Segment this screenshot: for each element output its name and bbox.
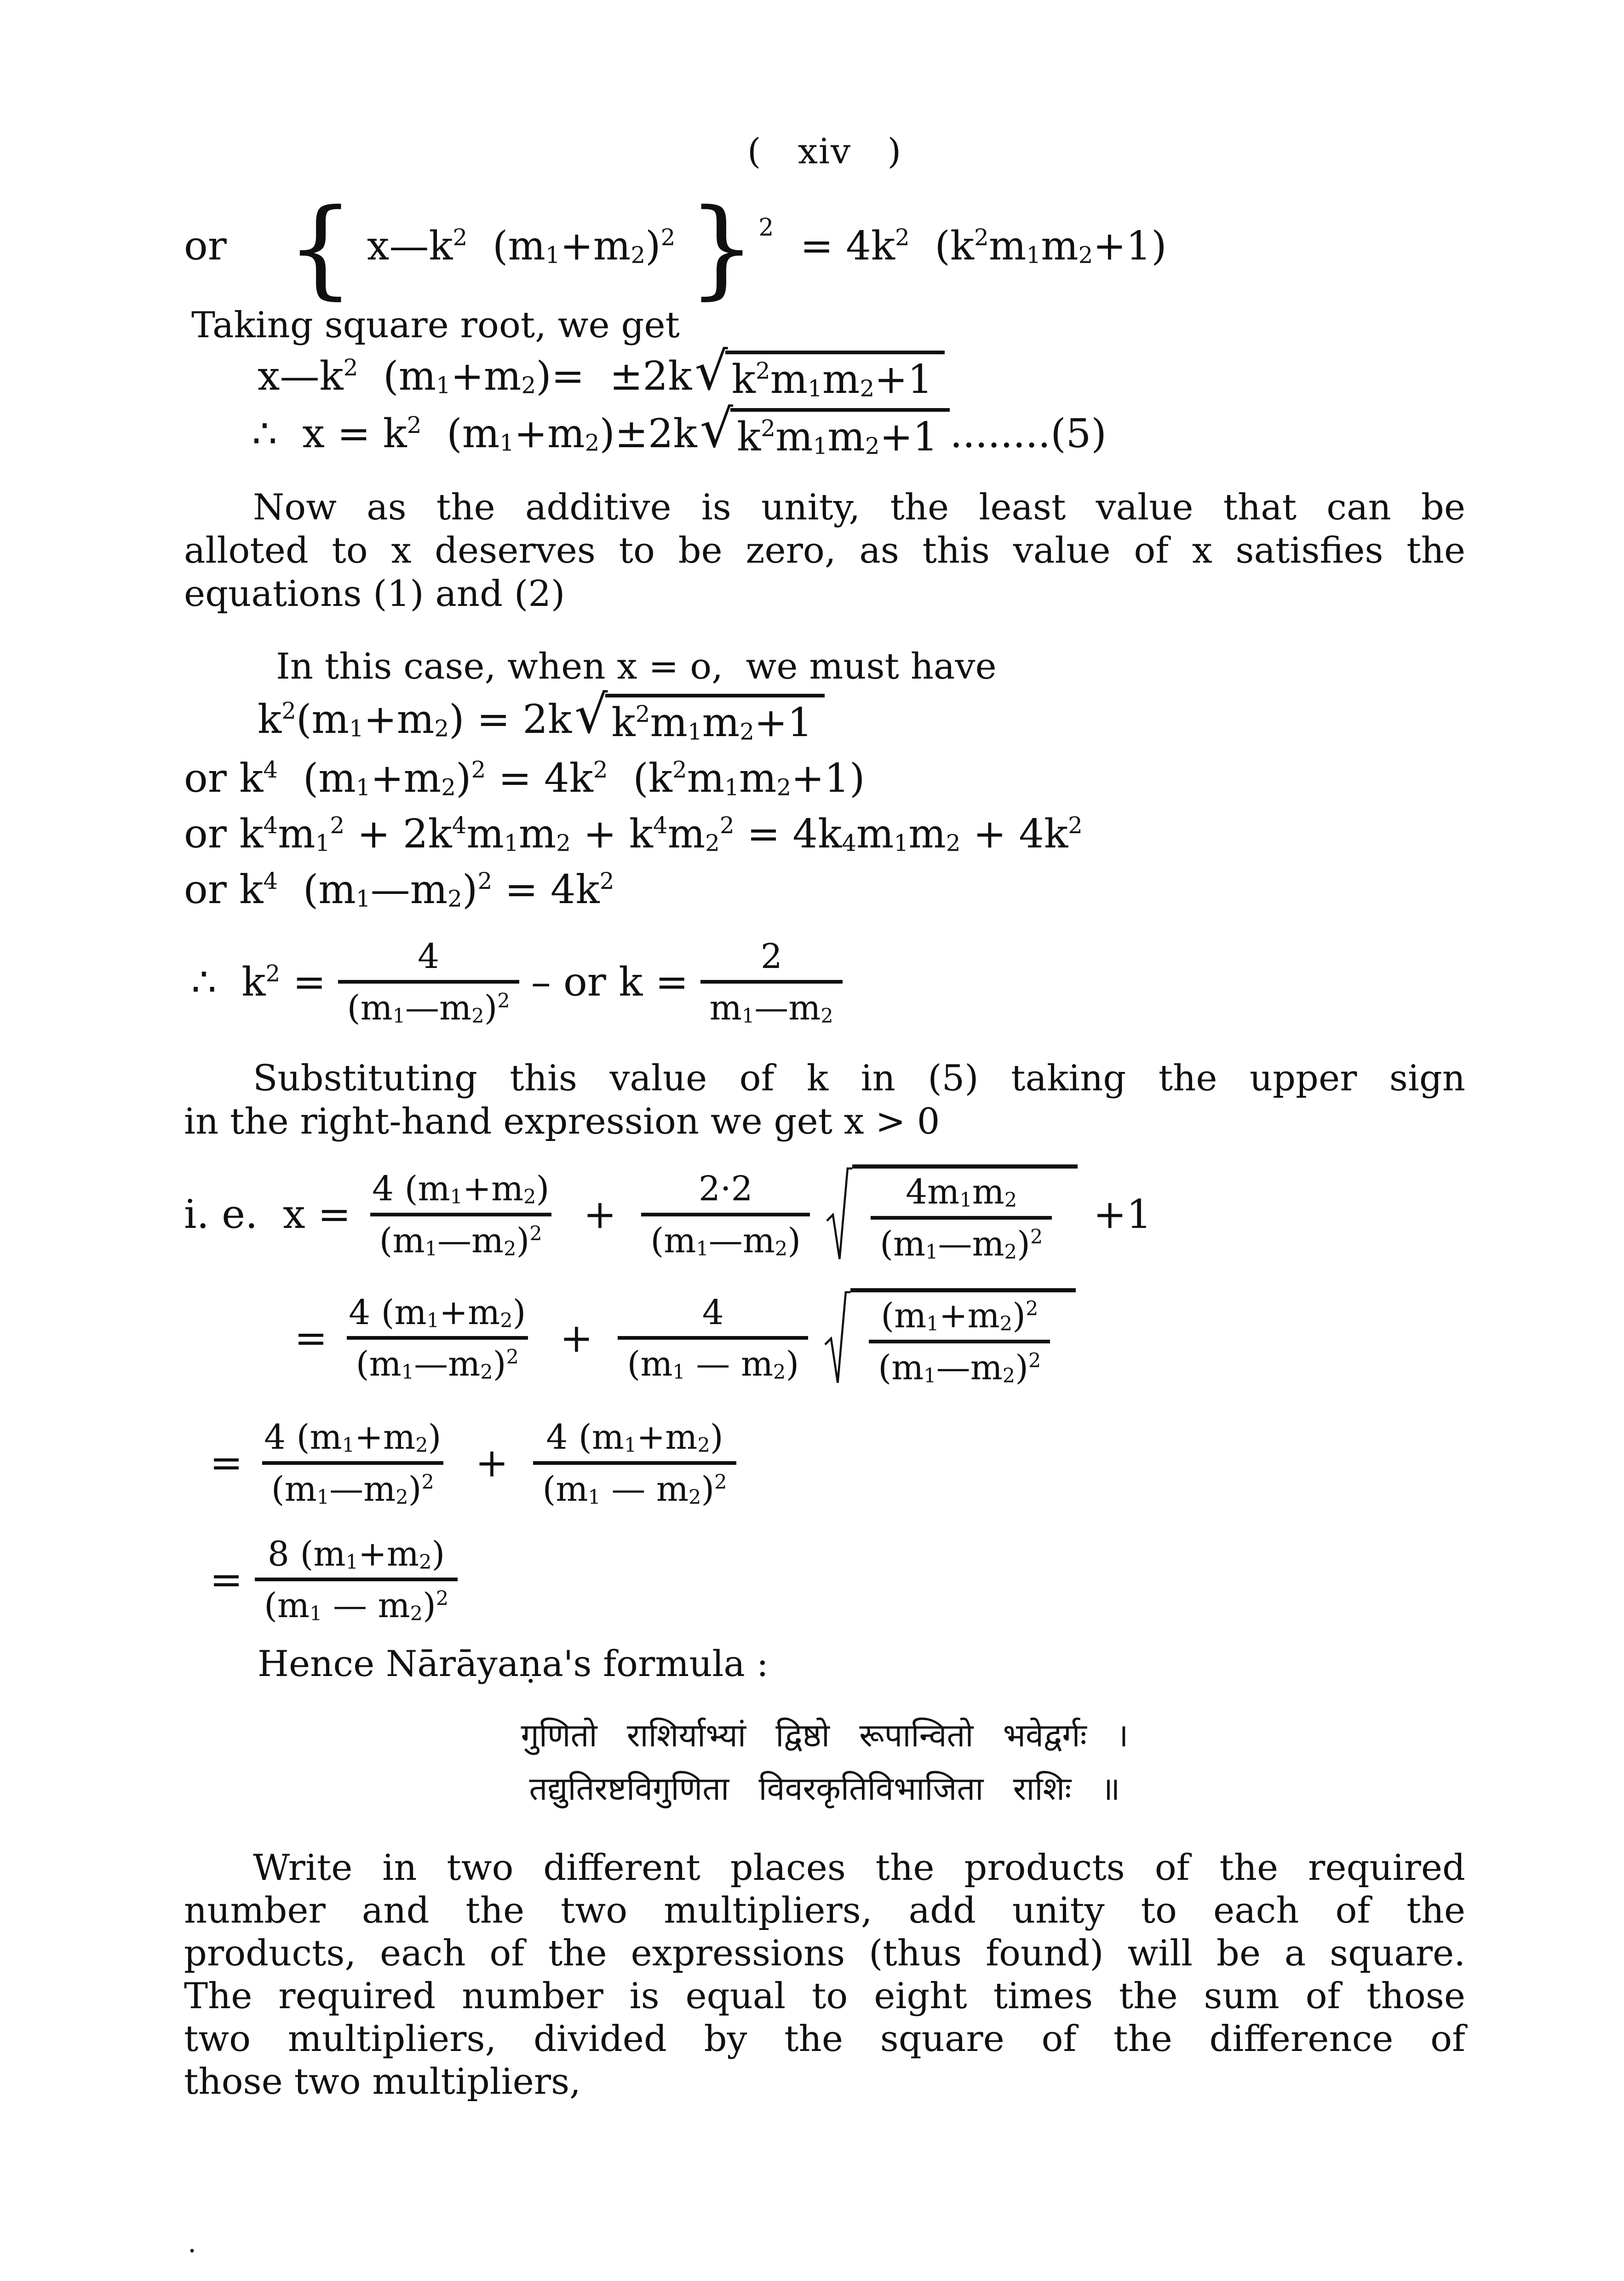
paragraph-line: alloted to x deserves to be zero, as this value of x satisfies the <box>184 530 1465 572</box>
numerator: 4 $(m_1+m_2)$ <box>546 1417 723 1457</box>
fraction <box>533 1418 736 1509</box>
equation-step-3 <box>210 1418 1465 1509</box>
fraction <box>869 1297 1050 1387</box>
numerator: 4 <box>702 1292 724 1332</box>
equation-or-1: or $k^4$ $(m_1+m_2)^2 = 4k^2$ $(k^2m_1m_2+1)$ <box>184 755 865 801</box>
fraction <box>338 938 519 1028</box>
denominator: $(m_1—m_2)^2$ <box>370 1213 551 1260</box>
brace-exponent: 2 <box>758 214 774 242</box>
taking-root-text: Taking square root, we get <box>191 305 680 346</box>
root3-pre: $k^2(m_1+m_2) = 2k$ <box>258 697 572 743</box>
equation-result <box>210 1535 1465 1625</box>
paragraph-line: two multipliers, divided by the square of the difference of <box>184 2018 1465 2060</box>
numerator: 4 $(m_1+m_2)$ <box>264 1417 442 1457</box>
fraction <box>255 1535 458 1625</box>
equation-or-3: or $k^4$ $(m_1—m_2)^2 = 4k^2$ <box>184 866 614 913</box>
root1-radicand: $k^2m_1m_2+1$ <box>725 351 945 403</box>
radical <box>574 684 825 746</box>
radicand <box>850 1288 1076 1389</box>
paragraph-line: those two multipliers, <box>184 2061 581 2103</box>
equals-sign: = <box>294 1315 328 1361</box>
paragraph-line: Now as the additive is unity, the least value that can be <box>253 487 1465 529</box>
sanskrit-line: गुणितो राशिर्याभ्यां द्विष्ठो रूपान्वितो भवेद्वर्गः । <box>521 1717 1129 1755</box>
paragraph-line: number and the two multipliers, add unity to each of the <box>184 1890 1465 1932</box>
k-value-lead: ∴ $k^2$ = <box>191 959 326 1005</box>
root2-radicand: $k^2m_1m_2+1$ <box>730 408 950 460</box>
paragraph-translation <box>184 1847 1465 2103</box>
numerator: 8 $(m_1+m_2)$ <box>267 1534 445 1574</box>
plus-operator: + <box>583 1192 617 1238</box>
numerator: 4 $(m_1+m_2)$ <box>349 1292 526 1332</box>
radical <box>824 1288 1076 1389</box>
root2-pre: ∴ $x = k^2$ $(m_1+m_2)\pm 2k$ <box>252 411 697 457</box>
paragraph-additive <box>184 486 1465 616</box>
fraction <box>641 1170 810 1260</box>
radicand <box>852 1164 1078 1265</box>
equation-k-value <box>191 938 1465 1028</box>
equals-sign: = <box>210 1557 243 1603</box>
denominator: $(m_1—m_2)^2$ <box>338 980 519 1027</box>
root1-pre: $x—k^2$ $(m_1+m_2)= \pm 2k$ <box>258 353 692 400</box>
equation-braced-square <box>184 186 1465 310</box>
paragraph-line: products, each of the expressions (thus found) will be a square. <box>184 1933 1465 1975</box>
brace-content: $x—k^2$ $(m_1+m_2)^2$ <box>354 223 676 269</box>
numerator: $4m_1m_2$ <box>906 1172 1017 1212</box>
plus-operator: + <box>475 1440 509 1486</box>
radical-sign: √ <box>694 341 728 402</box>
fraction <box>618 1294 808 1384</box>
equation-root-1 <box>258 341 1465 403</box>
denominator: $m_1—m_2$ <box>700 980 843 1027</box>
denominator: $(m_1—m_2)^2$ <box>262 1461 443 1509</box>
radical <box>826 1164 1078 1265</box>
fraction <box>700 938 843 1028</box>
numerator: 4 $(m_1+m_2)$ <box>372 1169 550 1209</box>
ie-lead: i. e. x = <box>184 1192 351 1238</box>
denominator: $(m_1—m_2)^2$ <box>869 1340 1050 1387</box>
hence-formula-text: Hence Nārāyaṇa's formula : <box>258 1643 769 1685</box>
page-number: ( xiv ) <box>747 131 902 172</box>
sanskrit-line: तद्युतिरष्टविगुणिता विवरकृतिविभाजिता राशिः ॥ <box>529 1770 1120 1808</box>
radical-sign: √ <box>574 684 608 745</box>
denominator: $(m_1—m_2)^2$ <box>871 1216 1052 1263</box>
radical-sign <box>824 1288 850 1389</box>
radical-sign <box>826 1164 852 1265</box>
or-label: or <box>184 223 227 269</box>
equation-root-3 <box>258 684 1465 746</box>
radical-sign: √ <box>700 398 734 460</box>
fraction <box>363 1170 558 1260</box>
equation-number: ........(5) <box>950 411 1107 457</box>
paragraph-line: Write in two different places the products of the required <box>253 1847 1465 1889</box>
numerator: $(m_1+m_2)^2$ <box>881 1296 1039 1336</box>
equals-sign: = <box>210 1440 243 1486</box>
equation-step-2 <box>294 1288 1465 1389</box>
k-value-mid: – or k = <box>531 959 689 1005</box>
fraction <box>339 1294 535 1384</box>
plus-operator: + <box>560 1315 593 1361</box>
left-brace: { <box>286 186 355 310</box>
numerator: 4 <box>418 936 440 976</box>
stray-mark: . <box>188 2227 197 2259</box>
denominator: ($m_1$ — $m_2)^2$ <box>533 1461 736 1509</box>
radical <box>694 341 945 403</box>
case-intro-text: In this case, when x = o, we must have <box>276 646 997 688</box>
denominator: $(m_1—m_2)$ <box>641 1213 810 1260</box>
equation-or-2: or $k^4m_1^2 + 2k^4m_1m_2 + k^4m_2^2 = 4k_4m_1m_2 + 4k^2$ <box>184 811 1083 857</box>
sanskrit-verse <box>184 1709 1465 1815</box>
paragraph-substituting <box>184 1057 1465 1143</box>
equation-5 <box>252 398 1465 461</box>
numerator: 2·2 <box>698 1169 753 1209</box>
equation-ie <box>184 1164 1465 1265</box>
numerator: 2 <box>760 936 782 976</box>
paragraph-line: Substituting this value of k in (5) taking the upper sign <box>253 1058 1465 1100</box>
denominator: ($m_1$ — $m_2)^2$ <box>255 1578 458 1625</box>
denominator: $(m_1—m_2)^2$ <box>347 1336 528 1383</box>
brace-rhs: = $4k^2$ $(k^2m_1m_2+1)$ <box>787 223 1167 269</box>
fraction <box>871 1173 1052 1263</box>
denominator: ($m_1$ — $m_2$) <box>618 1336 808 1383</box>
fraction <box>255 1418 450 1509</box>
radical <box>700 398 950 461</box>
right-brace: } <box>688 186 756 310</box>
root3-radicand: $k^2m_1m_2+1$ <box>605 694 825 746</box>
paragraph-line: equations (1) and (2) <box>184 573 565 615</box>
paragraph-line: The required number is equal to eight times the sum of those <box>184 1976 1465 2017</box>
ie-tail: +1 <box>1093 1192 1152 1238</box>
paragraph-line: in the right-hand expression we get x > 0 <box>184 1101 940 1143</box>
